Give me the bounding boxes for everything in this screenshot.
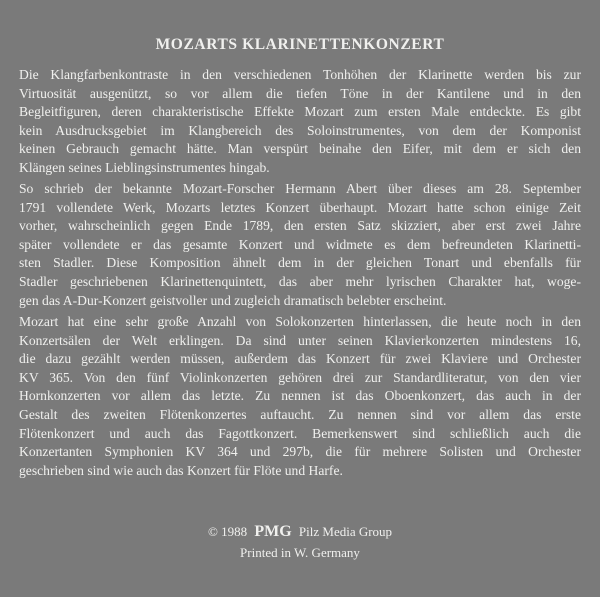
text-line: später vollendete er das gesamte Konzert und widmete es dem befreundeten Klarinetti- [19,236,581,252]
text-line: keinen Gebrauch gemacht hätte. Man verspürt beinahe den Eifer, mit dem er sich den [19,141,581,157]
page-title: MOZARTS KLARINETTENKONZERT [155,36,445,53]
company-name: Pilz Media Group [298,524,393,539]
text-line: sten Stadler. Diese Komposition ähnelt dem in der gleichen Tonart und ebenfalls für [19,255,581,271]
copyright-year: © 1988 [207,524,248,539]
text-line: Hornkonzerten vor allem das letzte. Zu nennen ist das Oboenkonzert, das auch in der [19,388,581,404]
text-line: Konzertsälen der Welt erklingen. Da sind unter seinen Klavierkonzerten mindestens 16, [19,332,581,348]
text-line: Klängen seines Lieblingsinstrumentes hingab. [19,159,270,175]
text-line: KV 365. Von den fünf Violinkonzerten gehören drei zur Standardliteratur, von den vier [19,369,581,385]
text-line: geschrieben sind wie auch das Konzert für Flöte und Harfe. [19,462,343,478]
text-line: Virtuosität ausgenützt, so vor allem die tiefen Töne in der Kantilene und in den [19,85,581,101]
paragraph-2 [19,180,581,310]
text-line: Die Klangfarbenkontraste in den verschiedenen Tonhöhen der Klarinette werden bis zur [19,67,581,82]
printed-in: Printed in W. Germany [240,545,360,560]
brand-logo: PMG [254,523,292,540]
copyright-line [0,523,600,541]
text-line: 1791 vollendete Werk, Mozarts letztes Konzert überhaupt. Mozart hatte schon einige Zeit [19,199,581,215]
text-line: die dazu gezählt werden müssen, außerdem das Konzert für zwei Klaviere und Orchester [19,351,581,367]
text-line: Gestalt des zweiten Flötenkonzertes auftaucht. Zu nennen sind vor allem das erste [19,406,581,422]
text-line: Flötenkonzert und auch das Fagottkonzert. Bemerkenswert sind schließlich auch die [19,425,581,441]
paragraph-3 [19,313,581,480]
text-line: Mozart hat eine sehr große Anzahl von Solokonzerten hinterlassen, die heute noch in den [19,314,581,329]
text-line: Stadler geschriebenen Klarinettenquintett, das aber mehr lyrischen Charakter hat, woge- [19,273,581,289]
text-line: Begleitfiguren, deren charakteristische Effekte Mozart zum ersten Male entdeckte. Es gibt [19,104,581,120]
text-line: Konzertanten Symphonien KV 364 und 297b, die für mehrere Solisten und Orchester [19,444,581,460]
text-line: kein Ausdrucksgebiet im Klangbereich des Soloinstrumentes, von dem der Komponist [19,122,581,138]
paragraph-1 [19,66,581,178]
text-line: vorher, wahrscheinlich gegen Ende 1789, den ersten Satz skizziert, aber erst zwei Jahre [19,218,581,234]
text-line: gen das A-Dur-Konzert geistvoller und zugleich dramatisch belebter erscheint. [19,292,447,308]
text-line: So schrieb der bekannte Mozart-Forscher Hermann Abert über dieses am 28. September [19,181,581,196]
